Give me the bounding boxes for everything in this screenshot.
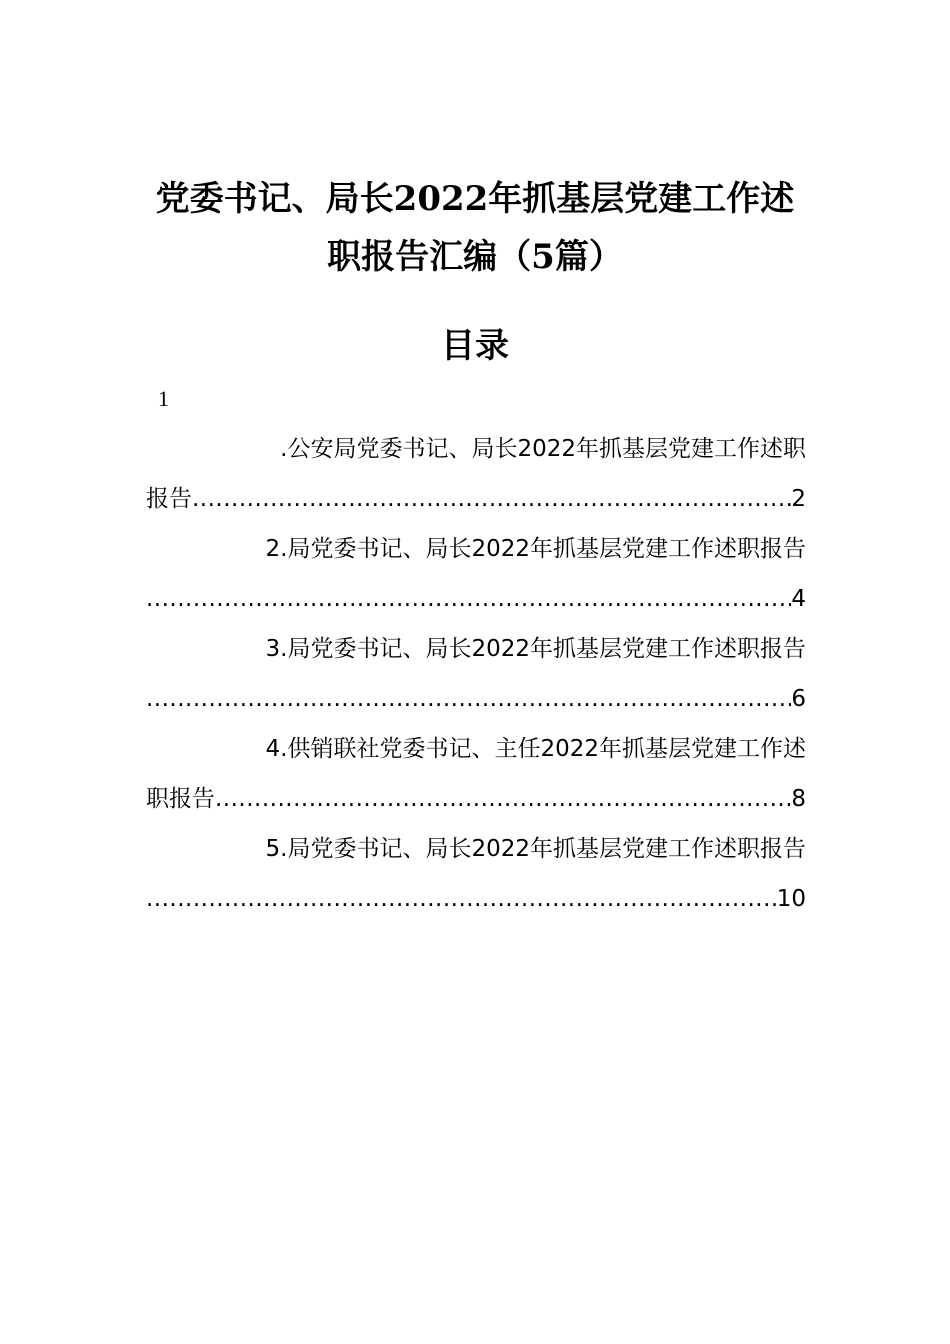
toc-entry-5[interactable] xyxy=(146,824,806,924)
toc-page-number: 4 xyxy=(791,586,806,612)
toc-list-marker: 1 xyxy=(158,386,169,411)
toc-dot-leader xyxy=(146,874,777,924)
toc-dot-leader xyxy=(146,674,791,724)
toc-entry-4[interactable] xyxy=(146,724,806,824)
toc-entry-title-continuation: 报告 xyxy=(146,486,192,512)
toc-entry-leader-row[interactable] xyxy=(146,774,806,824)
toc-entry-title[interactable]: 3.局党委书记、局长2022年抓基层党建工作述职报告 xyxy=(265,636,806,662)
toc-entry-title[interactable]: 5.局党委书记、局长2022年抓基层党建工作述职报告 xyxy=(265,836,806,862)
toc-heading: 目录 xyxy=(441,326,509,366)
toc-page-number: 8 xyxy=(791,786,806,812)
toc-dot-leader xyxy=(146,574,791,624)
document-title xyxy=(120,170,830,286)
toc-entry-title[interactable]: 2.局党委书记、局长2022年抓基层党建工作述职报告 xyxy=(265,536,806,562)
toc-page-number: 2 xyxy=(791,486,806,512)
document-title-line-1: 党委书记、局长2022年抓基层党建工作述 xyxy=(155,179,795,219)
toc-dot-leader xyxy=(215,774,791,824)
toc-entry-leader-row[interactable] xyxy=(146,674,806,724)
toc-entry-1[interactable] xyxy=(146,424,806,524)
toc-page-number: 10 xyxy=(776,886,806,912)
toc-dot-leader xyxy=(192,474,791,524)
toc-entry-title[interactable]: 4.供销联社党委书记、主任2022年抓基层党建工作述 xyxy=(265,736,806,762)
toc-entry-2[interactable] xyxy=(146,524,806,624)
toc-entry-leader-row[interactable] xyxy=(146,574,806,624)
toc-entry-title-continuation: 职报告 xyxy=(146,786,215,812)
toc-entry-leader-row[interactable] xyxy=(146,474,806,524)
toc-entry-3[interactable] xyxy=(146,624,806,724)
toc-page-number: 6 xyxy=(791,686,806,712)
document-title-line-2: 职报告汇编（5篇） xyxy=(327,237,623,277)
table-of-contents xyxy=(146,424,806,924)
toc-entry-title[interactable]: .公安局党委书记、局长2022年抓基层党建工作述职 xyxy=(280,436,806,462)
toc-entry-leader-row[interactable] xyxy=(146,874,806,924)
